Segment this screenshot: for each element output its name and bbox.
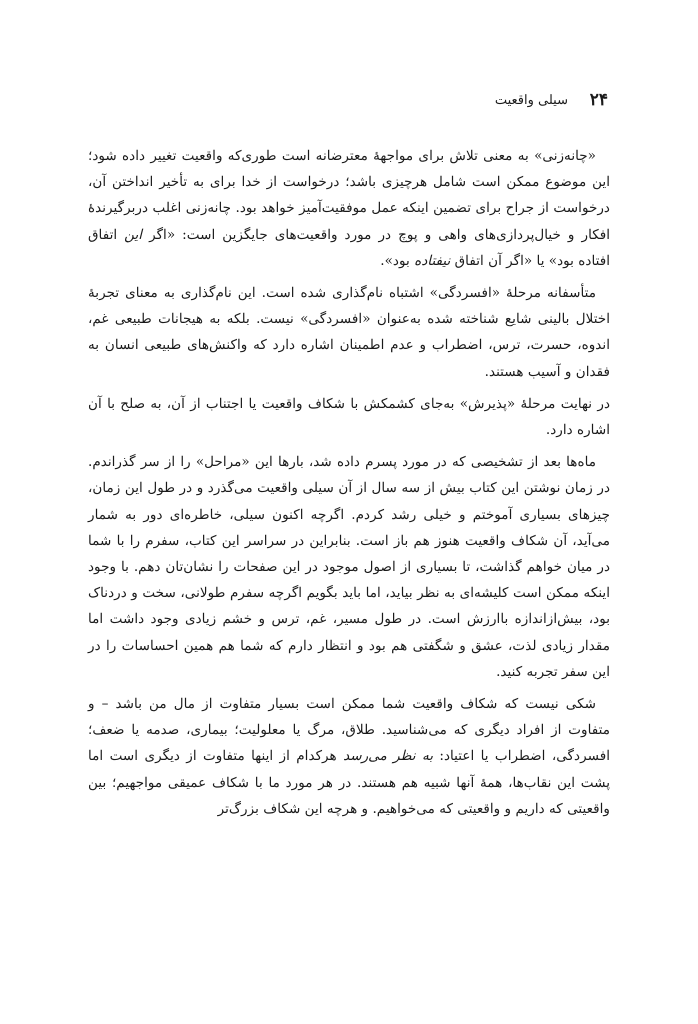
running-title: سیلی واقعیت — [494, 93, 568, 108]
paragraph-journey: ماه‌ها بعد از تشخیصی که در مورد پسرم داده شد، بارها این «مراحل» را از سر گذراندم. در زمان نوشتن این کتاب بیش از سه سال از آن سیلی واقعیت می‌گذرد و در طول این زمان، چیزهای بسیاری آموختم و خیلی رشد کردم. اگرچه اکنون سیلی، خاطره‌ای دور به شمار می‌آید، آن شکاف واقعیت هنوز هم باز است. بنابراین در سراسر این کتاب، سفرم را با شما در میان خواهم گذاشت، تا بسیاری از اصول موجود در این صفحات را نشان‌تان دهم. با وجود اینکه ممکن است کلیشه‌ای به نظر بیاید، اما باید بگویم اگرچه سفرم طولانی، سخت و دردناک بود، بیش‌ازاندازه باارزش است. در طول مسیر، غم، ترس و خشم زیادی وجود داشت اما مقدار زیادی لذت، عشق و شگفتی هم بود و انتظار دارم که شما هم همین احساسات را در این سفر تجربه کنید. — [88, 454, 610, 680]
page-header — [88, 90, 608, 120]
page-number: ۲۴ — [589, 90, 608, 110]
paragraph-reality-gap: شکی نیست که شکاف واقعیت شما ممکن است بسیار متفاوت از مال من باشد – و متفاوت از افراد دیگری که می‌شناسید. طلاق، مرگ یا معلولیت؛ بیماری، صدمه یا ضعف؛ افسردگی، اضطراب یا اعتیاد: به نظر می‌رسد هرکدام از اینها متفاوت از دیگری است اما پشت این نقاب‌ها، همۀ آنها شبیه هم هستند. در هر مورد ما با شکاف عمیقی مواجهیم؛ بین واقعیتی که داریم و واقعیتی که می‌خواهیم. و هرچه این شکاف بزرگ‌تر — [88, 696, 610, 817]
paragraph-acceptance: در نهایت مرحلۀ «پذیرش» به‌جای کشمکش با شکاف واقعیت یا اجتناب از آن، به صلح با آن اشاره دارد. — [88, 395, 610, 439]
paragraph-bargaining: «چانه‌زنی» به معنی تلاش برای مواجهۀ معترضانه است طوری‌که واقعیت تغییر داده شود؛ این موضوع ممکن است شامل هرچیزی باشد؛ درخواست از خدا برای به تأخیر انداختن آن، درخواست از جراح برای تضمین اینکه عمل موفقیت‌آمیز خواهد بود. چانه‌زنی اغلب دربرگیرندۀ افکار و خیال‌پردازی‌های واهی و پوچ در مورد واقعیت‌های جایگزین است: «اگر این اتفاق افتاده بود» یا «اگر آن اتفاق نیفتاده بود». — [88, 148, 610, 269]
paragraph-depression: متأسفانه مرحلۀ «افسردگی» اشتباه نام‌گذاری شده است. این نام‌گذاری به معنای تجربۀ اختلال بالینی شایع شناخته شده به‌عنوان «افسردگی» نیست. بلکه به هیجانات طبیعی غم، اندوه، حسرت، ترس، اضطراب و عدم اطمینان اشاره دارد که واکنش‌های طبیعی انسان به فقدان و آسیب هستند. — [88, 285, 610, 380]
body-text — [88, 143, 610, 828]
